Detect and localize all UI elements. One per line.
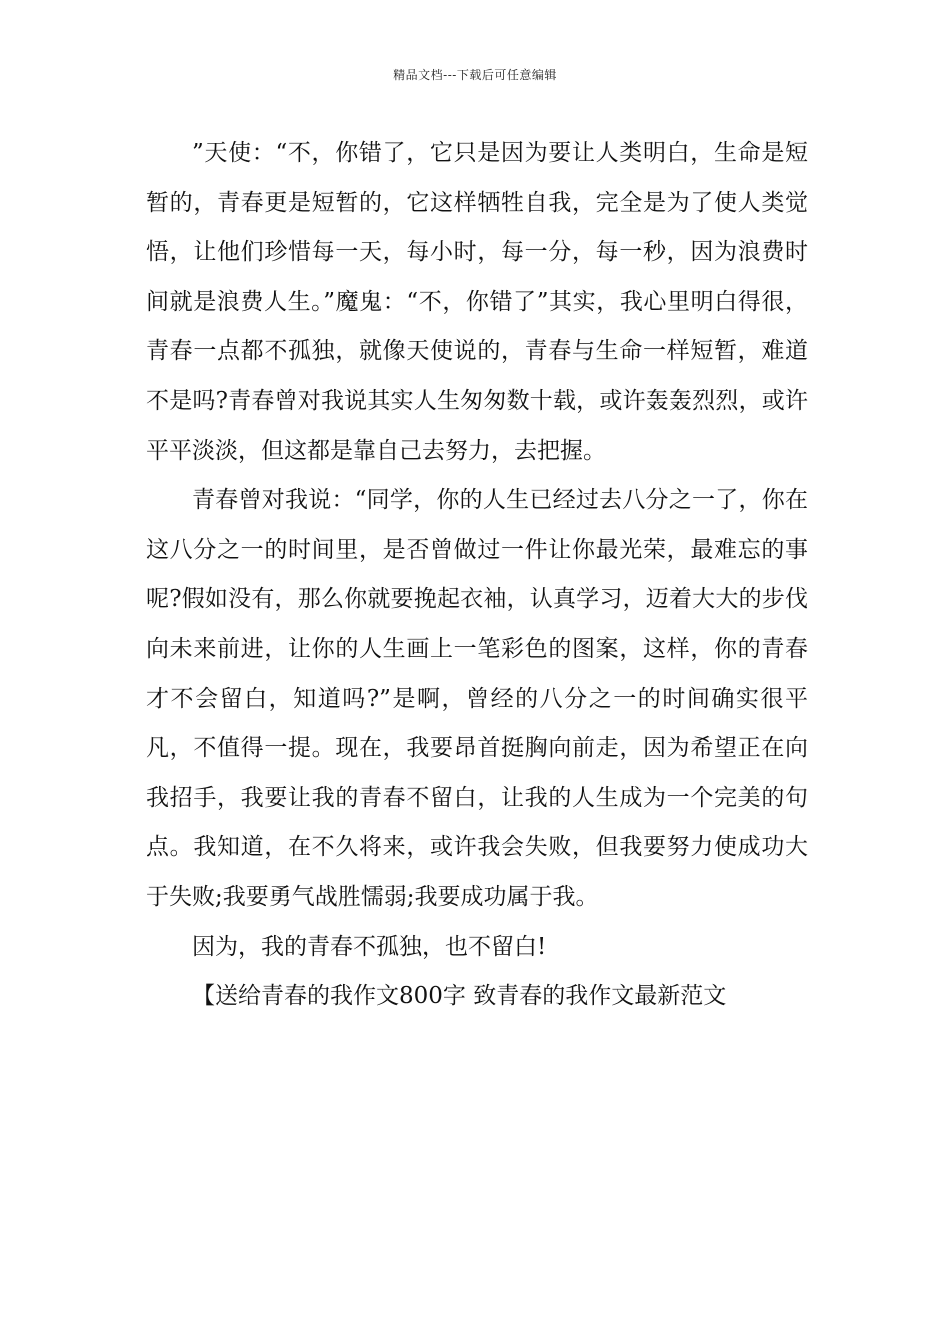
page-header: 精品文档---下载后可任意编辑	[393, 68, 557, 82]
paragraph-1: ”天使：“不，你错了，它只是因为要让人类明白，生命是短暂的，青春更是短暂的，它这样牺牲自我，完全是为了使人类觉悟，让他们珍惜每一天，每小时，每一分，每一秒，因为浪费时间就是浪费人生。”魔鬼：“不，你错了”其实，我心里明白得很，青春一点都不孤独，就像天使说的，青春与生命一样短暂，难道不是吗?青春曾对我说其实人生匆匆数十载，或许轰轰烈烈，或许平平淡淡，但这都是靠自己去努力，去把握。	[146, 140, 808, 464]
essay-body	[146, 129, 808, 972]
closing-title: 【送给青春的我作文800字 致青春的我作文最新范文	[192, 983, 727, 1009]
paragraph-2: 青春曾对我说：“同学，你的人生已经过去八分之一了，你在这八分之一的时间里，是否曾做过一件让你最光荣，最难忘的事呢?假如没有，那么你就要挽起衣袖，认真学习，迈着大大的步伐向未来前进，让你的人生画上一笔彩色的图案，这样，你的青春才不会留白，知道吗?”是啊，曾经的八分之一的时间确实很平凡，不值得一提。现在，我要昂首挺胸向前走，因为希望正在向我招手，我要让我的青春不留白，让我的人生成为一个完美的句点。我知道，在不久将来，或许我会失败，但我要努力使成功大于失败;我要勇气战胜懦弱;我要成功属于我。	[146, 487, 808, 910]
paragraph-3: 因为，我的青春不孤独，也不留白!	[192, 933, 547, 960]
